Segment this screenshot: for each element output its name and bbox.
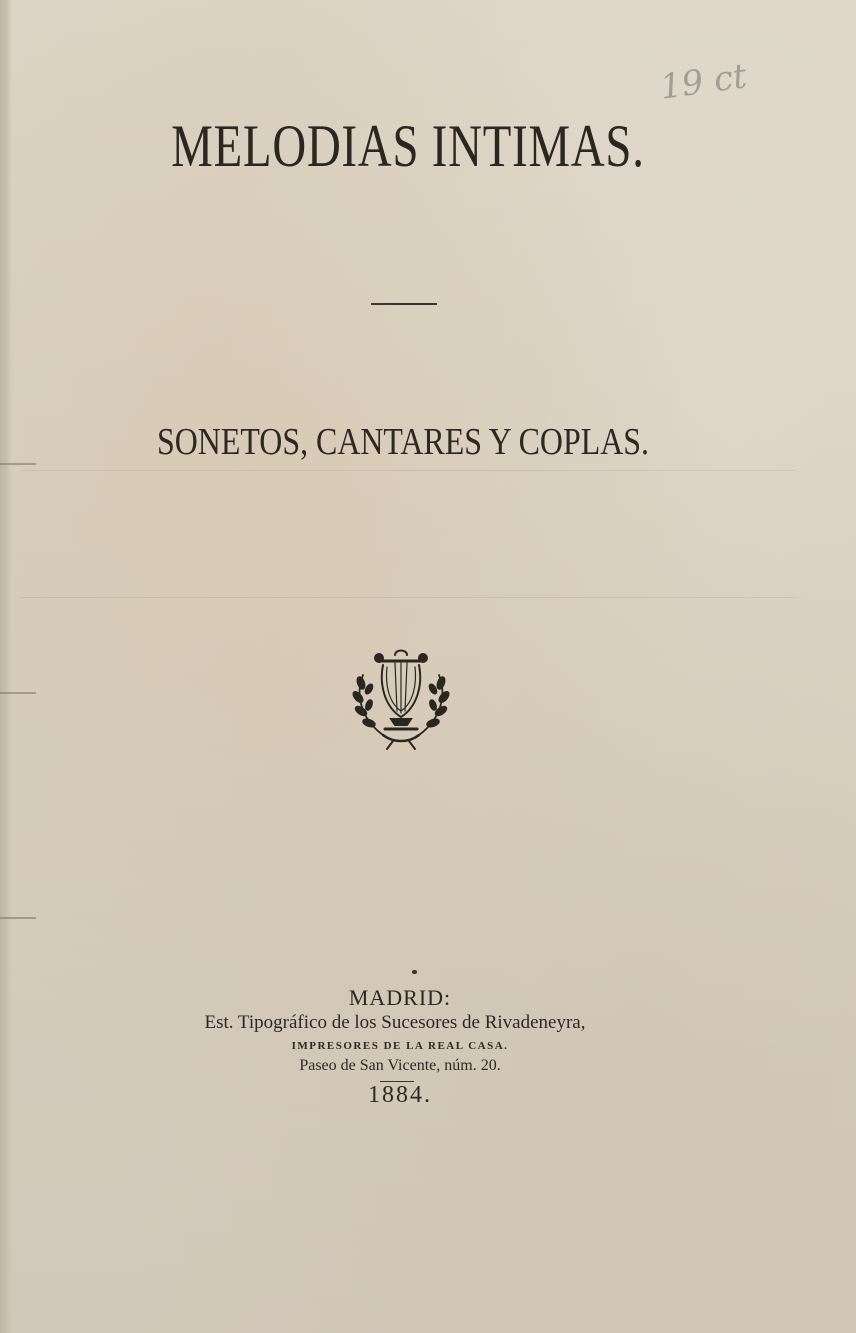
- handwritten-note: 19 ct: [657, 56, 750, 108]
- book-subtitle: SONETOS, CANTARES Y COPLAS.: [156, 421, 649, 463]
- lyre-laurel-wreath-icon: [349, 645, 453, 753]
- paper-crease: [20, 470, 796, 471]
- binding-stitch: [0, 692, 36, 694]
- imprint-address: Paseo de San Vicente, núm. 20.: [299, 1057, 501, 1074]
- imprint-printer: Est. Tipográfico de los Sucesores de Rivadeneyra,: [204, 1012, 586, 1033]
- title-divider: [371, 303, 437, 305]
- binding-stitch: [0, 463, 36, 465]
- imprint-city: MADRID:: [348, 985, 452, 1010]
- binding-edge: [0, 0, 12, 1333]
- ornament-dot: [412, 970, 417, 974]
- imprint-royal-line: IMPRESORES DE LA REAL CASA.: [291, 1040, 509, 1052]
- binding-stitch: [0, 917, 36, 919]
- imprint-year: 1884.: [368, 1082, 432, 1108]
- paper-crease: [20, 597, 796, 598]
- book-title: MELODIAS INTIMAS.: [171, 113, 645, 179]
